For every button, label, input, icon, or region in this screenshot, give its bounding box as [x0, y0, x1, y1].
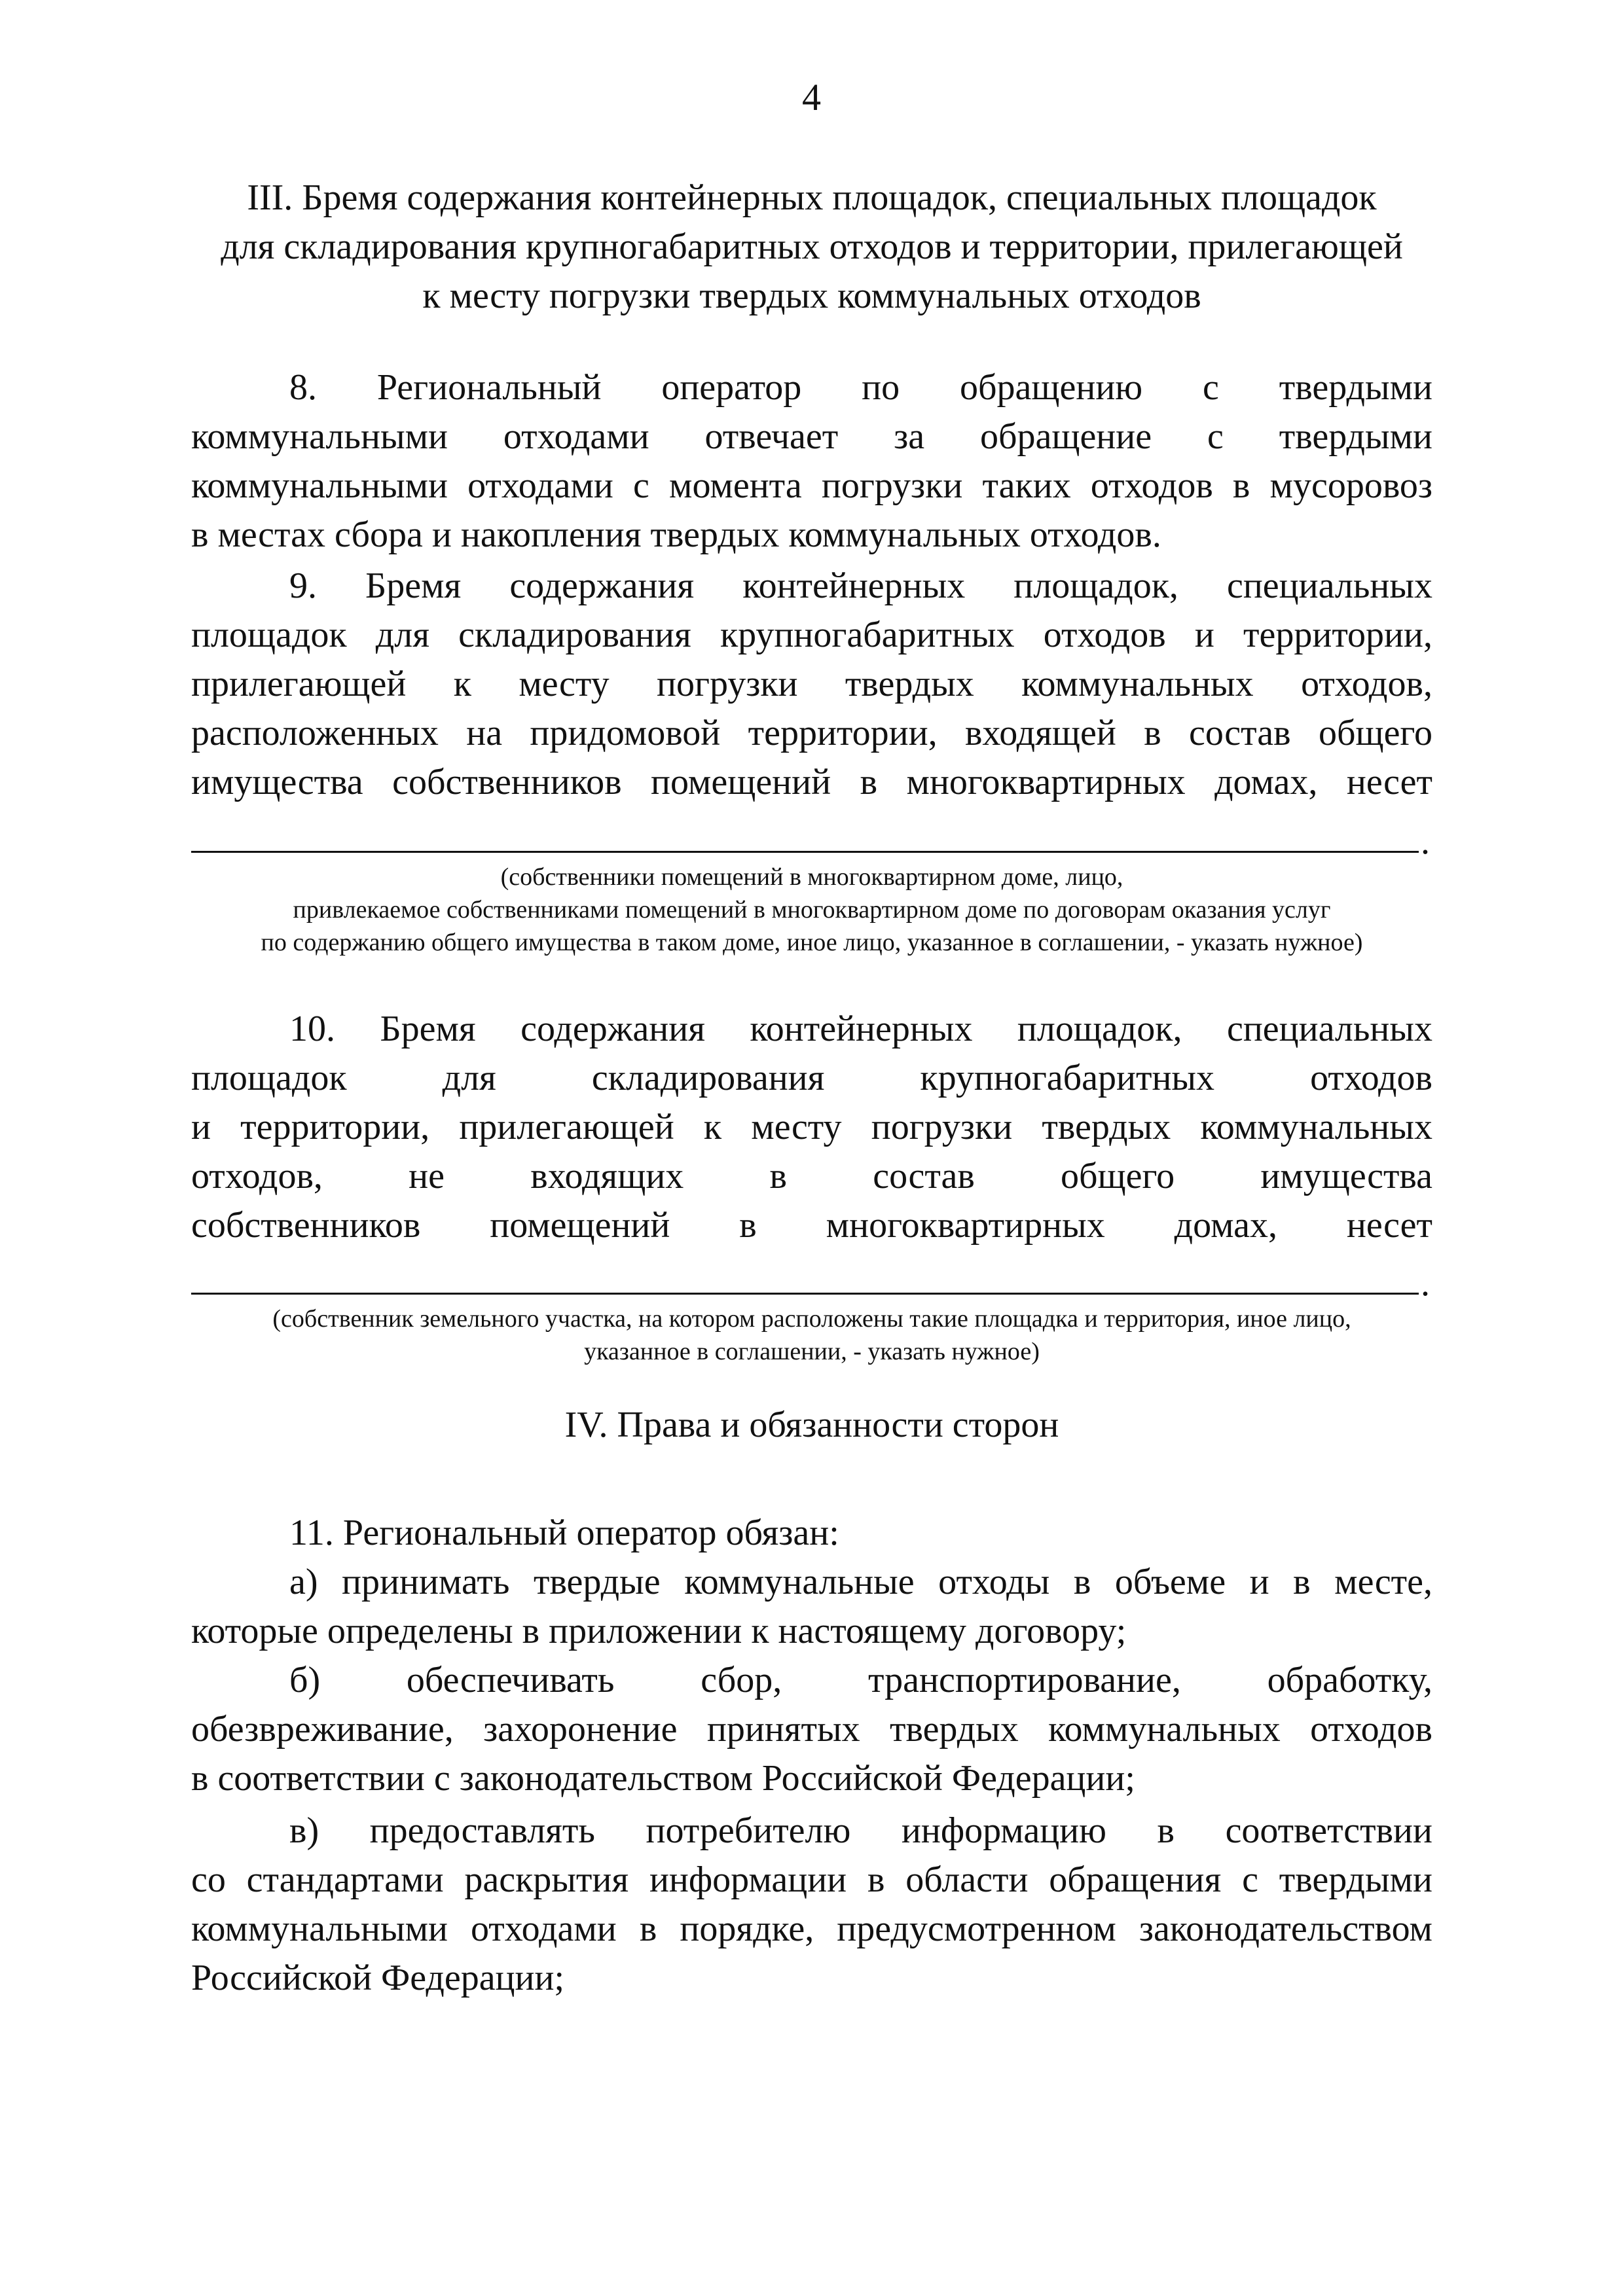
paragraph-line: которые определены в приложении к настоящему договору; — [191, 1611, 1127, 1651]
heading-line: к месту погрузки твердых коммунальных отходов — [422, 276, 1201, 316]
fill-in-blank-line — [191, 851, 1419, 853]
paragraph-9-footnote — [191, 861, 1432, 959]
paragraph-line: коммунальными отходами с момента погрузки таких отходов в мусоровоз — [191, 465, 1432, 506]
paragraph-line: площадок для складирования крупногабаритных отходов и территории, — [191, 615, 1432, 655]
paragraph-line: собственников помещений в многоквартирных домах, несет — [191, 1205, 1432, 1246]
paragraph-line: а) принимать твердые коммунальные отходы в объеме и в месте, — [289, 1562, 1432, 1602]
paragraph-line: со стандартами раскрытия информации в области обращения с твердыми — [191, 1859, 1432, 1900]
page-number: 4 — [802, 76, 821, 118]
paragraph-line: имущества собственников помещений в многоквартирных домах, несет — [191, 762, 1432, 802]
note-line: по содержанию общего имущества в таком доме, иное лицо, указанное в соглашении, - указать нужное) — [261, 929, 1363, 956]
paragraph-line: 8. Региональный оператор по обращению с твердыми — [289, 367, 1432, 408]
paragraph-line: и территории, прилегающей к месту погрузки твердых коммунальных — [191, 1107, 1432, 1147]
heading-line: для складирования крупногабаритных отходов и территории, прилегающей — [221, 226, 1403, 267]
section-4-heading: IV. Права и обязанности сторон — [564, 1405, 1059, 1445]
paragraph-line: в) предоставлять потребителю информацию в соответствии — [289, 1810, 1432, 1851]
paragraph-10 — [191, 1005, 1432, 1250]
section-3-heading — [190, 173, 1434, 321]
paragraph-line: отходов, не входящих в состав общего имущества — [191, 1156, 1432, 1196]
paragraph-line: в соответствии с законодательством Российской Федерации; — [191, 1758, 1135, 1799]
paragraph-line: коммунальными отходами в порядке, предусмотренном законодательством — [191, 1909, 1432, 1949]
heading-line: III. Бремя содержания контейнерных площадок, специальных площадок — [247, 177, 1377, 218]
paragraph-line: в местах сбора и накопления твердых коммунальных отходов. — [191, 514, 1161, 555]
paragraph-line: площадок для складирования крупногабаритных отходов — [191, 1058, 1432, 1098]
paragraph-11 — [191, 1509, 1432, 1558]
note-line: (собственник земельного участка, на котором расположены такие площадка и территория, иное лицо, — [272, 1305, 1351, 1333]
item-a — [191, 1558, 1432, 1656]
item-c — [191, 1806, 1432, 2003]
paragraph-line: 10. Бремя содержания контейнерных площадок, специальных — [289, 1009, 1432, 1049]
item-b — [191, 1656, 1432, 1803]
note-line: привлекаемое собственниками помещений в многоквартирном доме по договорам оказания услуг — [293, 896, 1331, 924]
paragraph-line: обезвреживание, захоронение принятых твердых коммунальных отходов — [191, 1709, 1432, 1749]
paragraph-line: расположенных на придомовой территории, входящей в состав общего — [191, 713, 1432, 753]
paragraph-8 — [191, 363, 1432, 560]
paragraph-line: 9. Бремя содержания контейнерных площадок, специальных — [289, 565, 1432, 606]
paragraph-line: Российской Федерации; — [191, 1958, 565, 1998]
line-end-period: . — [1421, 821, 1430, 862]
paragraph-9 — [191, 562, 1432, 807]
paragraph-line: прилегающей к месту погрузки твердых коммунальных отходов, — [191, 664, 1432, 704]
paragraph-line: б) обеспечивать сбор, транспортирование, обработку, — [289, 1660, 1432, 1700]
line-end-period: . — [1421, 1263, 1430, 1304]
paragraph-line: коммунальными отходами отвечает за обращение с твердыми — [191, 416, 1432, 457]
paragraph-10-footnote — [191, 1302, 1432, 1368]
note-line: (собственники помещений в многоквартирном доме, лицо, — [500, 863, 1123, 891]
fill-in-blank-line — [191, 1293, 1419, 1295]
paragraph-line: 11. Региональный оператор обязан: — [289, 1513, 839, 1553]
note-line: указанное в соглашении, - указать нужное) — [584, 1338, 1040, 1365]
